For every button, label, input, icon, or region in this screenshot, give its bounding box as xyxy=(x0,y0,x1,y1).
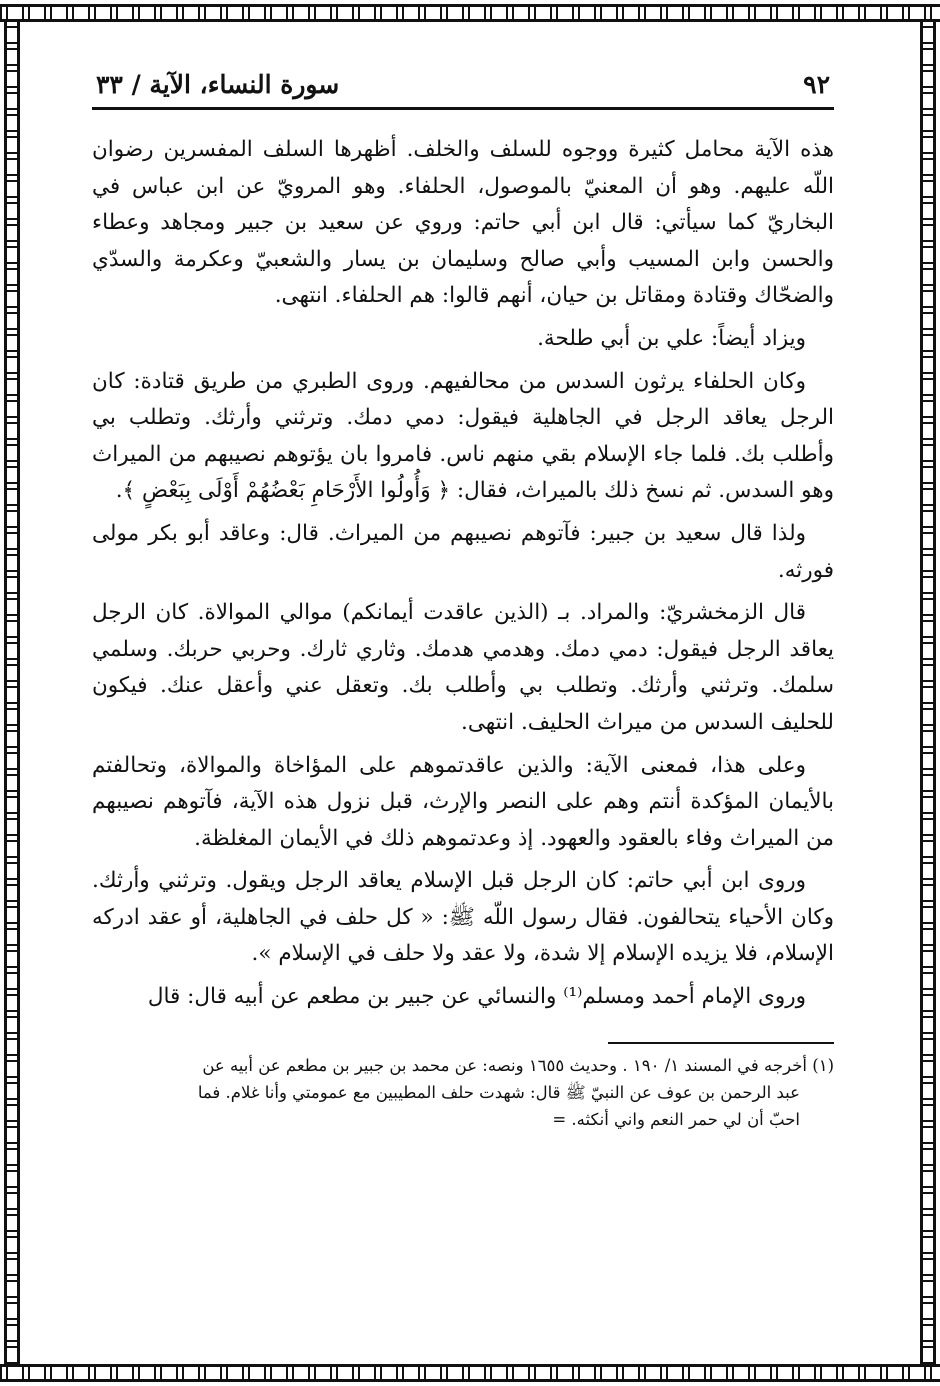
paragraph-4: ولذا قال سعيد بن جبير: فآتوهم نصيبهم من الميراث. قال: وعاقد أبو بكر مولى فورثه. xyxy=(92,520,834,583)
decorative-border-left xyxy=(4,20,20,1366)
surah-title: سورة النساء، الآية / ٣٣ xyxy=(96,70,340,99)
paragraph-3: وكان الحلفاء يرثون السدس من محالفيهم. وروى الطبري من طريق قتادة: كان الرجل يعاقد الرجل في الجاهلية فيقول: دمي دمك. وترثني وأرثك. وتطلب بي وأطلب بك. فلما جاء الإسلام بقي منهم ناس. فامروا بان يؤتوهم نصيبهم من الميراث وهو السدس. ثم نسخ ذلك بالميراث، فقال: ﴿ وَأُولُوا الأَرْحَامِ بَعْضُهُمْ أَوْلَى بِبَعْضٍ ﴾. xyxy=(92,368,834,504)
page-header xyxy=(92,50,834,110)
paragraph-2: ويزاد أيضاً: علي بن أبي طلحة. xyxy=(537,325,806,351)
footnote-line-3: احبّ أن لي حمر النعم واني أنكثه. = xyxy=(552,1109,800,1129)
footnotes xyxy=(92,1052,834,1133)
book-page xyxy=(92,50,834,1133)
decorative-border-top xyxy=(0,4,940,22)
footnote-divider xyxy=(608,1042,834,1044)
main-text xyxy=(92,132,834,1016)
paragraph-5: قال الزمخشريّ: والمراد. بـ (الذين عاقدت أيمانكم) موالي الموالاة. كان الرجل يعاقد الرجل فيقول: دمي دمك. وهدمي هدمك. وثاري ثارك. وحربي حربك. وسلمي سلمك. وترثني وأرثك. وتطلب بي وأطلب بك. وتعقل عني وأعقل عنك. فيكون للحليف السدس من ميراث الحليف. انتهى. xyxy=(92,600,834,735)
paragraph-7: وروى ابن أبي حاتم: كان الرجل قبل الإسلام يعاقد الرجل ويقول. وترثني وأرثك. وكان الأحياء يتحالفون. فقال رسول اللّه ﷺ: « كل حلف في الجاهلية، أو عقد ادركه الإسلام، فلا يزيده الإسلام إلا شدة، ولا عقد ولا حلف في الإسلام ». xyxy=(92,868,834,967)
decorative-border-right xyxy=(920,20,936,1366)
page-number: ٩٢ xyxy=(803,70,830,99)
footnote-line-1: (١) أخرجه في المسند ١/ ١٩٠ . وحديث ١٦٥٥ ونصه: عن محمد بن جبير بن مطعم عن أبيه عن xyxy=(202,1055,834,1075)
footnote-line-2: عبد الرحمن بن عوف عن النبيّ ﷺ قال: شهدت حلف المطيبين مع عمومتي وأنا غلام. فما xyxy=(197,1082,800,1102)
decorative-border-bottom xyxy=(0,1364,940,1382)
paragraph-8: وروى الإمام أحمد ومسلم⁽¹⁾ والنسائي عن جبير بن مطعم عن أبيه قال: قال xyxy=(147,984,806,1010)
paragraph-6: وعلى هذا، فمعنى الآية: والذين عاقدتموهم على المؤاخاة والموالاة، وتحالفتم بالأيمان المؤكدة أنتم وهم على النصر والإرث، قبل نزول هذه الآية، فآتوهم نصيبهم من الميراث وفاء بالعقود والعهود. إذ وعدتموهم ذلك في الأيمان المغلظة. xyxy=(92,752,834,851)
paragraph-1: هذه الآية محامل كثيرة ووجوه للسلف والخلف. أظهرها السلف المفسرين رضوان اللّه عليهم. وهو أن المعنيّ بالموصول، الحلفاء. وهو المرويّ عن ابن عباس في البخاريّ كما سيأتي: قال ابن أبي حاتم: وروي عن سعيد بن جبير ومجاهد وعطاء والحسن وابن المسيب وأبي صالح وسليمان بن يسار والشعبيّ وعكرمة والسدّي والضحّاك وقتادة ومقاتل بن حيان، أنهم قالوا: هم الحلفاء. انتهى. xyxy=(92,137,834,309)
